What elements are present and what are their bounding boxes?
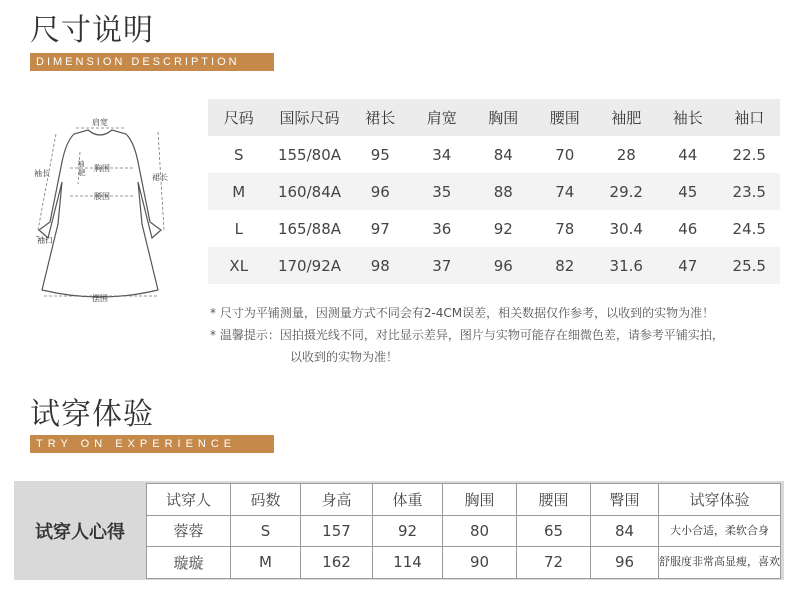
note-color-tip: * 温馨提示：因拍摄光线不同，对比显示差异，图片与实物可能存在细微色差，请参考平铺实拍， bbox=[210, 328, 724, 342]
size-cell: 23.5 bbox=[732, 182, 766, 201]
tryon-experience-cell: 舒服度非常高显瘦，喜欢 bbox=[659, 547, 781, 579]
size-header-cell: 国际尺码 bbox=[279, 109, 340, 127]
tryon-cell: 84 bbox=[591, 515, 659, 547]
size-cell: XL bbox=[229, 256, 249, 275]
size-cell: 70 bbox=[555, 145, 575, 164]
dress-diagram bbox=[30, 112, 180, 302]
size-table-row bbox=[208, 136, 780, 173]
size-header-cell: 袖长 bbox=[672, 109, 703, 127]
size-table-row bbox=[208, 210, 780, 247]
size-header-cell: 胸围 bbox=[488, 109, 519, 127]
tryon-cell: 蓉蓉 bbox=[147, 515, 231, 547]
tryon-cell: 157 bbox=[301, 515, 373, 547]
size-cell: L bbox=[234, 219, 243, 238]
dimension-title: 尺寸说明 bbox=[30, 13, 154, 48]
tryon-header-cell: 腰围 bbox=[517, 484, 591, 516]
size-cell: 31.6 bbox=[609, 256, 643, 275]
size-cell: 44 bbox=[678, 145, 698, 164]
size-cell: 45 bbox=[678, 182, 698, 201]
size-cell: 96 bbox=[493, 256, 513, 275]
tryon-cell: 114 bbox=[373, 547, 443, 579]
size-cell: 97 bbox=[370, 219, 390, 238]
size-cell: 29.2 bbox=[609, 182, 643, 201]
tryon-header-cell: 码数 bbox=[231, 484, 301, 516]
size-cell: S bbox=[233, 145, 244, 164]
size-table bbox=[208, 99, 780, 284]
tryon-title: 试穿体验 bbox=[30, 397, 154, 432]
size-cell: 28 bbox=[616, 145, 636, 164]
tryon-header-cell: 体重 bbox=[373, 484, 443, 516]
size-cell: 74 bbox=[555, 182, 575, 201]
diagram-label-chest: 胸围 bbox=[94, 164, 110, 173]
tryon-row bbox=[147, 547, 781, 579]
note-color-tip-cont: 以收到的实物为准！ bbox=[290, 350, 399, 364]
tryon-cell: S bbox=[231, 515, 301, 547]
size-header-cell: 尺码 bbox=[223, 109, 254, 127]
size-cell: 96 bbox=[370, 182, 390, 201]
tryon-cell: 璇璇 bbox=[147, 547, 231, 579]
size-cell: 170/92A bbox=[277, 256, 342, 275]
size-cell: 88 bbox=[493, 182, 513, 201]
size-cell: 98 bbox=[370, 256, 390, 275]
size-header-cell: 袖口 bbox=[734, 109, 765, 127]
tryon-cell: 90 bbox=[443, 547, 517, 579]
diagram-label-shoulder: 肩宽 bbox=[92, 118, 108, 127]
size-cell: 78 bbox=[555, 219, 575, 238]
size-cell: 24.5 bbox=[732, 219, 766, 238]
size-cell: 165/88A bbox=[277, 219, 342, 238]
size-header-cell: 袖肥 bbox=[611, 109, 642, 127]
tryon-header-row bbox=[147, 484, 781, 516]
tryon-subtitle-band: TRY ON EXPERIENCE bbox=[30, 435, 274, 453]
size-cell: 155/80A bbox=[277, 145, 342, 164]
tryon-cell: 65 bbox=[517, 515, 591, 547]
diagram-label-length-right: 裙长 bbox=[152, 173, 168, 182]
size-cell: 37 bbox=[432, 256, 452, 275]
size-header-cell: 腰围 bbox=[549, 109, 580, 127]
size-table-row bbox=[208, 247, 780, 284]
tryon-side-label: 试穿人心得 bbox=[35, 521, 125, 543]
diagram-label-hem: 摆围 bbox=[92, 294, 108, 302]
tryon-experience-cell: 大小合适，柔软合身 bbox=[659, 515, 781, 547]
size-notes bbox=[210, 302, 724, 368]
tryon-table bbox=[146, 483, 781, 579]
size-cell: 47 bbox=[678, 256, 698, 275]
diagram-label-sleeve-width: 袖 肥 bbox=[77, 160, 86, 177]
size-cell: 30.4 bbox=[609, 219, 643, 238]
size-cell: 95 bbox=[370, 145, 390, 164]
note-measurement: * 尺寸为平铺测量，因测量方式不同会有2-4CM误差，相关数据仅作参考，以收到的实物为准！ bbox=[210, 306, 715, 320]
tryon-cell: 92 bbox=[373, 515, 443, 547]
diagram-label-sleeve-length-left: 袖长 bbox=[34, 169, 50, 178]
size-cell: 84 bbox=[493, 145, 513, 164]
diagram-label-waist: 腰围 bbox=[94, 192, 110, 201]
tryon-cell: 96 bbox=[591, 547, 659, 579]
size-header-cell: 裙长 bbox=[365, 109, 396, 127]
tryon-cell: 80 bbox=[443, 515, 517, 547]
size-cell: 25.5 bbox=[732, 256, 766, 275]
size-header-cell: 肩宽 bbox=[426, 109, 457, 127]
size-table-header-row bbox=[208, 99, 780, 136]
size-cell: 82 bbox=[555, 256, 575, 275]
tryon-header-cell: 试穿体验 bbox=[659, 484, 781, 516]
size-cell: 92 bbox=[493, 219, 513, 238]
diagram-label-cuff: 袖口 bbox=[37, 236, 53, 245]
tryon-cell: M bbox=[231, 547, 301, 579]
dimension-subtitle-band: DIMENSION DESCRIPTION bbox=[30, 53, 274, 71]
size-cell: 36 bbox=[432, 219, 452, 238]
tryon-header-cell: 胸围 bbox=[443, 484, 517, 516]
tryon-header-cell: 试穿人 bbox=[147, 484, 231, 516]
size-cell: 35 bbox=[432, 182, 452, 201]
size-table-row bbox=[208, 173, 780, 210]
size-cell: 46 bbox=[678, 219, 698, 238]
tryon-header-cell: 身高 bbox=[301, 484, 373, 516]
tryon-cell: 72 bbox=[517, 547, 591, 579]
tryon-row bbox=[147, 515, 781, 547]
tryon-cell: 162 bbox=[301, 547, 373, 579]
size-cell: 22.5 bbox=[732, 145, 766, 164]
size-cell: 160/84A bbox=[277, 182, 342, 201]
tryon-panel bbox=[14, 481, 784, 580]
size-cell: M bbox=[232, 182, 246, 201]
tryon-header-cell: 臀围 bbox=[591, 484, 659, 516]
size-cell: 34 bbox=[432, 145, 452, 164]
